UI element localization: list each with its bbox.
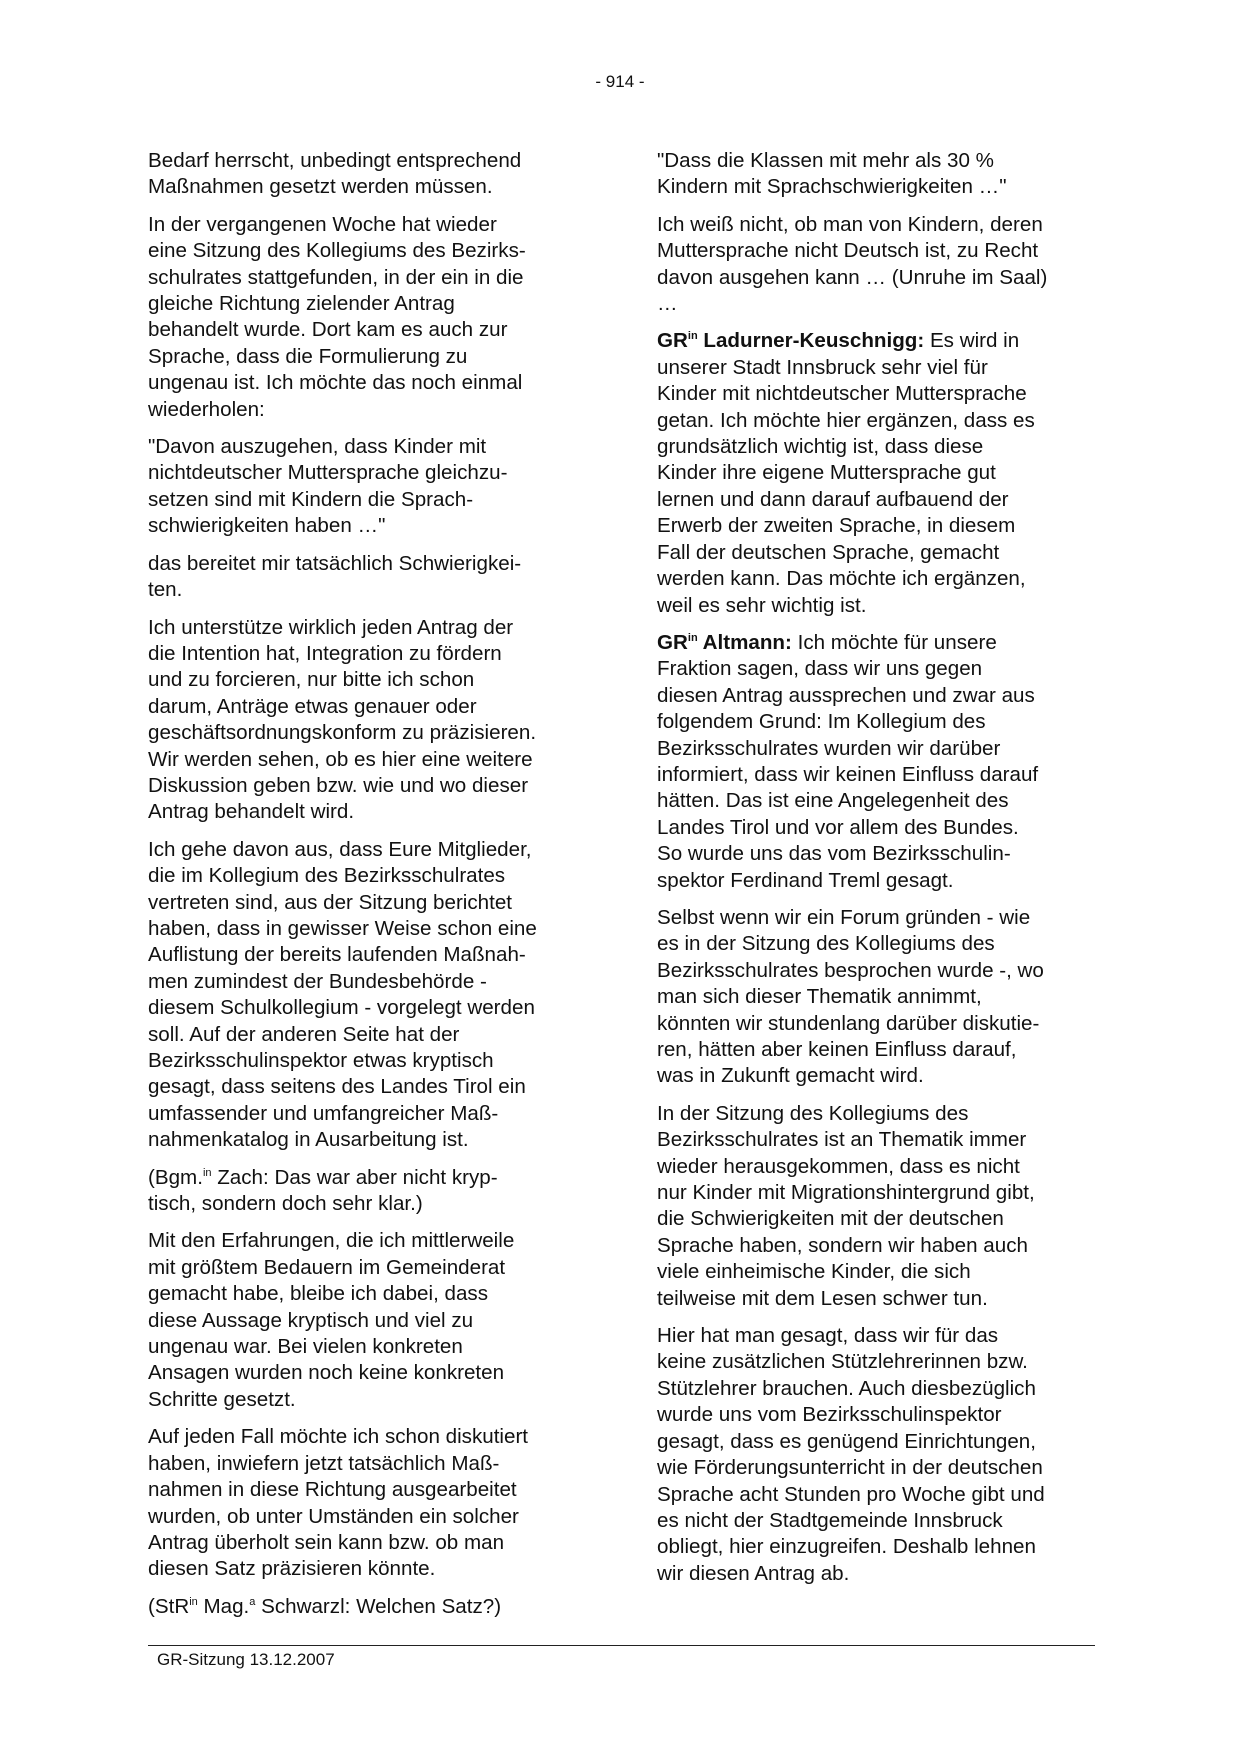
superscript: in — [687, 330, 698, 343]
interjection-text: (StR — [148, 1594, 190, 1618]
speaker-name: Ladurner-Keuschnigg: — [697, 329, 925, 353]
speaker-paragraph — [657, 328, 1107, 618]
superscript: in — [687, 631, 698, 644]
page-number: - 914 - — [595, 72, 645, 91]
speaker-title: GR — [657, 329, 688, 353]
paragraph: Selbst wenn wir ein Forum gründen - wie es in der Sitzung des Kollegiums des Bezirksschulrates besprochen wurde -, wo man sich dieser Thematik annimmt, könnten wir stundenlang darüber diskutie- ren, hätten aber keinen Einfluss darauf, was in Zukunft gemacht wird. — [657, 905, 1044, 1088]
paragraph: Bedarf herrscht, unbedingt entsprechend Maßnahmen gesetzt werden müssen. — [148, 149, 522, 199]
footer-divider — [148, 1645, 1095, 1646]
paragraph: das bereitet mir tatsächlich Schwierigkei- ten. — [148, 551, 522, 602]
quote-paragraph: "Davon auszugehen, dass Kinder mit nichtdeutscher Muttersprache gleichzu- setzen sind mit Kindern die Sprach- schwierigkeiten haben …" — [148, 435, 508, 538]
interjection — [148, 1165, 588, 1218]
paragraph: Ich gehe davon aus, dass Eure Mitglieder, die im Kollegium des Bezirksschulrates vertreten sind, aus der Sitzung berichtet haben, dass in gewisser Weise schon eine Auflistung der bereits laufenden Maßnah- men zumindest der Bundesbehörde - diesem Schulkollegium - vorgelegt werden soll. Auf der anderen Seite hat der Bezirksschulinspektor etwas kryptisch gesagt, dass seitens des Landes Tirol ein umfassender und umfangreicher Maß- nahmenkatalog in Ausarbeitung ist. — [148, 837, 537, 1152]
superscript: in — [189, 1595, 198, 1608]
paragraph: Mit den Erfahrungen, die ich mittlerweile mit größtem Bedauern im Gemeinderat gemacht habe, bleibe ich dabei, dass diese Aussage kryptisch und viel zu ungenau war. Bei vielen konkreten Ansagen wurden noch keine konkreten Schritte gesetzt. — [148, 1229, 515, 1411]
interjection — [148, 1594, 588, 1620]
paragraph: Ich unterstütze wirklich jeden Antrag der die Intention hat, Integration zu fördern und zu forcieren, nur bitte ich schon darum, Anträge etwas genauer oder geschäftsordnungskonform zu präzisieren. Wir werden sehen, ob es hier eine weitere Diskussion geben bzw. wie und wo dieser Antrag behandelt wird. — [148, 615, 537, 824]
speech-text: Es wird in unserer Stadt Innsbruck sehr viel für Kinder mit nichtdeutscher Muttersprache getan. Ich möchte hier ergänzen, dass es grundsätzlich wichtig ist, dass diese Kinder ihre eigene Muttersprache gut lernen und dann darauf aufbauend der Erwerb der zweiten Sprache, in diesem Fall der deutschen Sprache, gemacht werden kann. Das möchte ich ergänzen, weil es sehr wichtig ist. — [657, 329, 1035, 617]
superscript: a — [249, 1595, 256, 1608]
interjection-text: Zach: Das war aber nicht kryp- tisch, sondern doch sehr klar.) — [148, 1165, 498, 1216]
interjection-text: (Bgm. — [148, 1165, 203, 1189]
speaker-name: Altmann: — [697, 630, 792, 654]
left-column — [148, 148, 588, 1631]
paragraph: Auf jeden Fall möchte ich schon diskutiert haben, inwiefern jetzt tatsächlich Maß- nahmen in diese Richtung ausgearbeitet wurden, ob unter Umständen ein solcher Antrag überholt sein kann bzw. ob man diesen Satz präzisieren könnte. — [148, 1425, 529, 1581]
interjection-text: Schwarzl: Welchen Satz?) — [255, 1594, 502, 1618]
quote-paragraph: "Dass die Klassen mit mehr als 30 % Kindern mit Sprachschwierigkeiten …" — [657, 149, 1007, 199]
paragraph: Hier hat man gesagt, dass wir für das keine zusätzlichen Stützlehrerinnen bzw. Stützlehrer brauchen. Auch diesbezüglich wurde uns vom Bezirksschulinspektor gesagt, dass es genügend Einrichtungen, wie Förderungsunterricht in der deutschen Sprache acht Stunden pro Woche gibt und es nicht der Stadtgemeinde Innsbruck obliegt, hier einzugreifen. Deshalb lehnen wir diesen Antrag ab. — [657, 1324, 1045, 1585]
paragraph: In der Sitzung des Kollegiums des Bezirksschulrates ist an Thematik immer wieder herausgekommen, dass es nicht nur Kinder mit Migrationshintergrund gibt, die Schwierigkeiten mit der deutschen Sprache haben, sondern wir haben auch viele einheimische Kinder, die sich teilweise mit dem Lesen schwer tun. — [657, 1101, 1035, 1310]
speech-text: Ich möchte für unsere Fraktion sagen, dass wir uns gegen diesen Antrag aussprechen und zwar aus folgendem Grund: Im Kollegium des Bezirksschulrates wurden wir darüber informiert, dass wir keinen Einfluss darauf hätten. Das ist eine Angelegenheit des Landes Tirol und vor allem des Bundes. So wurde uns das vom Bezirksschulin- spektor Ferdinand Treml gesagt. — [657, 630, 1039, 892]
paragraph: Ich weiß nicht, ob man von Kindern, deren Muttersprache nicht Deutsch ist, zu Recht davon ausgehen kann … (Unruhe im Saal) … — [657, 212, 1048, 316]
paragraph: In der vergangenen Woche hat wieder eine Sitzung des Kollegiums des Bezirks- schulrates stattgefunden, in der ein in die gleiche Richtung zielender Antrag behandelt wurde. Dort kam es auch zur Sprache, dass die Formulierung zu ungenau ist. Ich möchte das noch einmal wiederholen: — [148, 212, 526, 421]
speaker-title: GR — [657, 630, 688, 654]
interjection-text: Mag. — [197, 1594, 250, 1618]
speaker-paragraph — [657, 630, 1107, 894]
superscript: in — [202, 1166, 212, 1179]
footer-session-date: GR-Sitzung 13.12.2007 — [157, 1650, 335, 1669]
right-column — [657, 148, 1107, 1598]
